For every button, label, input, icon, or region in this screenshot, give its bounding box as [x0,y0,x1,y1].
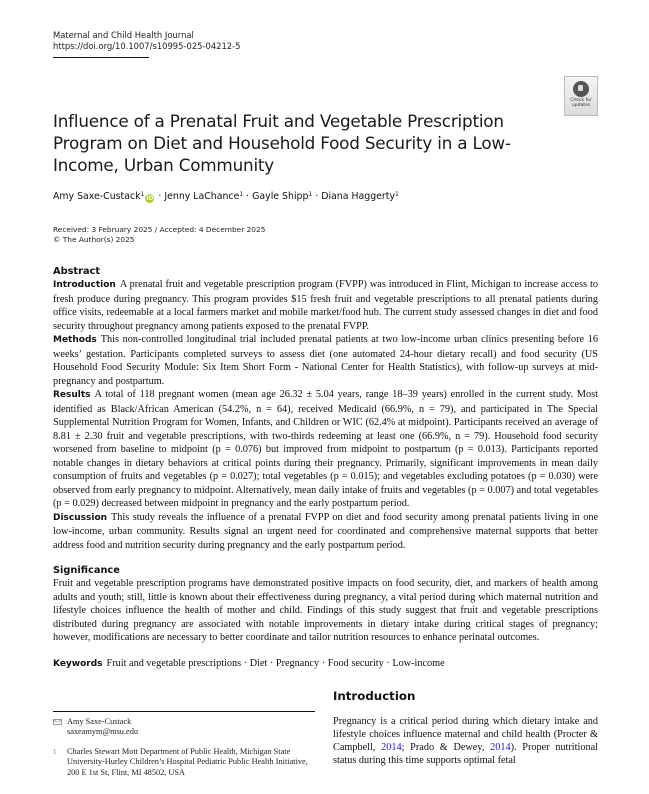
updates-label: updates [571,103,591,108]
corresponding-details [67,717,138,738]
affiliation-mark: 1 [395,191,399,198]
citation-link[interactable]: 2014 [381,741,402,753]
significance-text: Fruit and vegetable prescription programs have demonstrated positive impacts on food security, diet, and markers of health among adults and youth; still, little is known about their effectiveness during pregnancy, a vital period during which maternal nutrition and lifestyle choices influence the health of mother and child. Findings of this study suggest that fruit and vegetable prescriptions distributed during pregnancy are associated with notable improvements in dietary intake during critical stages of pregnancy; however, modifications are necessary to better coordinate and tailor nutrition resources to enhance perinatal outcomes. [53,578,598,643]
abstract-section [53,265,598,552]
intro-text-part: ). Proper nutritional status during this time supports optimal fetal [333,741,598,767]
affiliation-note [53,747,318,779]
keywords [53,657,598,671]
affiliation-mark: 1 [308,191,313,198]
section-text: This study reveals the influence of a prenatal FVPP on diet and food security among prenatal patients living in one low-income, urban community. Results signal an urgent need for coordinated and comprehensive maternal supports that better address food and nutrition security during pregnancy and the early postpartum period. [53,511,598,551]
author-separator: · [155,191,165,202]
significance-heading: Significance [53,565,120,576]
keywords-label: Keywords [53,658,103,669]
section-text: This non-controlled longitudinal trial included prenatal patients at two low-income urban clinics presenting before 16 weeks’ gestation. Participants completed surveys to assess diet (one automated 24-hour dietary recall) and food security (US Household Food Security Module: Six Item Short Form - National Center for Health Statistics), with follow-up surveys at mid-pregnancy and postpartum. [53,334,598,387]
header-rule [53,57,149,58]
introduction-text [333,715,598,768]
journal-header-block [53,30,241,58]
abstract-discussion [53,511,598,553]
introduction-heading: Introduction [333,688,416,703]
affiliation-number: 1 [53,747,57,756]
bottom-columns [53,689,598,779]
check-for-label: Check for [570,98,592,103]
author-name[interactable]: Amy Saxe-Custack [53,191,141,202]
footnotes [53,717,318,779]
author-name[interactable]: Diana Haggerty [321,191,396,202]
page-top [53,30,598,116]
section-label: Discussion [53,512,108,523]
introduction-section [333,689,598,768]
crossmark-icon [573,81,589,97]
received-accepted: Received: 3 February 2025 / Accepted: 4 December 2025 [53,225,266,234]
intro-text-part: Pregnancy is a critical period during which dietary intake and lifestyle choices influence maternal and child health (Procter & Campbell, [333,715,598,753]
corresponding-email[interactable]: saxeamym@msu.edu [67,727,139,736]
section-text: A prenatal fruit and vegetable prescription program (FVPP) was introduced in Flint, Michigan to increase access to fresh produce during pregnancy. This program provides $15 fresh fruit and vegetable prescriptions to all prenatal patients during office visits, redeemable at a local farmers market and mobile market/food hub. The current study assessed changes in diet and food security throughout pregnancy among patients exposed to the prenatal FVPP. [53,279,598,332]
abstract-heading: Abstract [53,266,101,277]
intro-text-part: ; Prado & Dewey, [401,741,491,753]
journal-name: Maternal and Child Health Journal [53,30,194,40]
affiliation-mark: 1 [239,191,244,198]
abstract-methods [53,333,598,388]
envelope-holder [53,717,67,738]
orcid-icon[interactable]: iD [146,195,154,202]
significance-section [53,564,598,645]
publication-dates [53,225,598,245]
footnote-rule [53,711,315,712]
author-separator: · [312,191,322,202]
author-name[interactable]: Jenny LaChance [164,191,240,202]
doi-link[interactable]: https://doi.org/10.1007/s10995-025-04212-5 [53,41,241,51]
corresponding-name: Amy Saxe-Custack [67,716,132,726]
author-list [53,190,598,203]
section-label: Results [53,390,91,400]
corresponding-author [53,717,318,738]
journal-header [53,30,241,52]
affiliation-mark: 1 [140,191,145,198]
article-title: Influence of a Prenatal Fruit and Vegetable Prescription Program on Diet and Household Food Security in a Low-Income, Urban Community [53,111,511,175]
section-text: A total of 118 pregnant women (mean age 26.32 ± 5.04 years, range 18–39 years) enrolled in the current study. Most identified as Black/African American (54.2%, n = 64), received Medicaid (66.9%, n = 79), and participated in The Special Supplemental Nutrition Program for Women, Infants, and Children or WIC (62.4% at midpoint). Participants received an average of 8.81 ± 2.30 fruit and vegetable prescriptions, with two-thirds redeeming at least one (66.9%, n = 79). Household food security worsened from baseline to midpoint (p = 0.076) but improved from midpoint to postpartum (p = 0.013). Participants reported notable changes in dietary behaviors at critical points during their pregnancy. Primarily, significant improvements in mean daily consumption of fruits and vegetables (p = 0.027); total vegetables (p = 0.015); and vegetables excluding potatoes (p = 0.030) were observed from early pregnancy to midpoint. Alternatively, mean daily intake of fruits and vegetables (p = 0.007) and total vegetables (p = 0.029) decreased between midpoint in pregnancy and the early postpartum period. [53,389,598,509]
envelope-icon [53,719,62,725]
affiliation-text: Charles Stewart Mott Department of Public Health, Michigan State University-Hurley Children’s Hospital Pediatric Public Health Initiative, 200 E 1st St, Flint, MI 48502, USA [67,746,308,777]
section-label: Methods [53,335,97,345]
copyright: © The Author(s) 2025 [53,235,135,244]
author-separator: · [243,191,253,202]
author-name[interactable]: Gayle Shipp [252,191,309,202]
abstract-introduction [53,278,598,333]
citation-link[interactable]: 2014 [490,741,511,753]
left-column [53,689,318,779]
section-label: Introduction [53,280,116,290]
check-for-updates-badge[interactable] [564,76,598,116]
abstract-results [53,388,598,511]
keywords-list: Fruit and vegetable prescriptions · Diet · Pregnancy · Food security · Low-income [106,657,445,669]
